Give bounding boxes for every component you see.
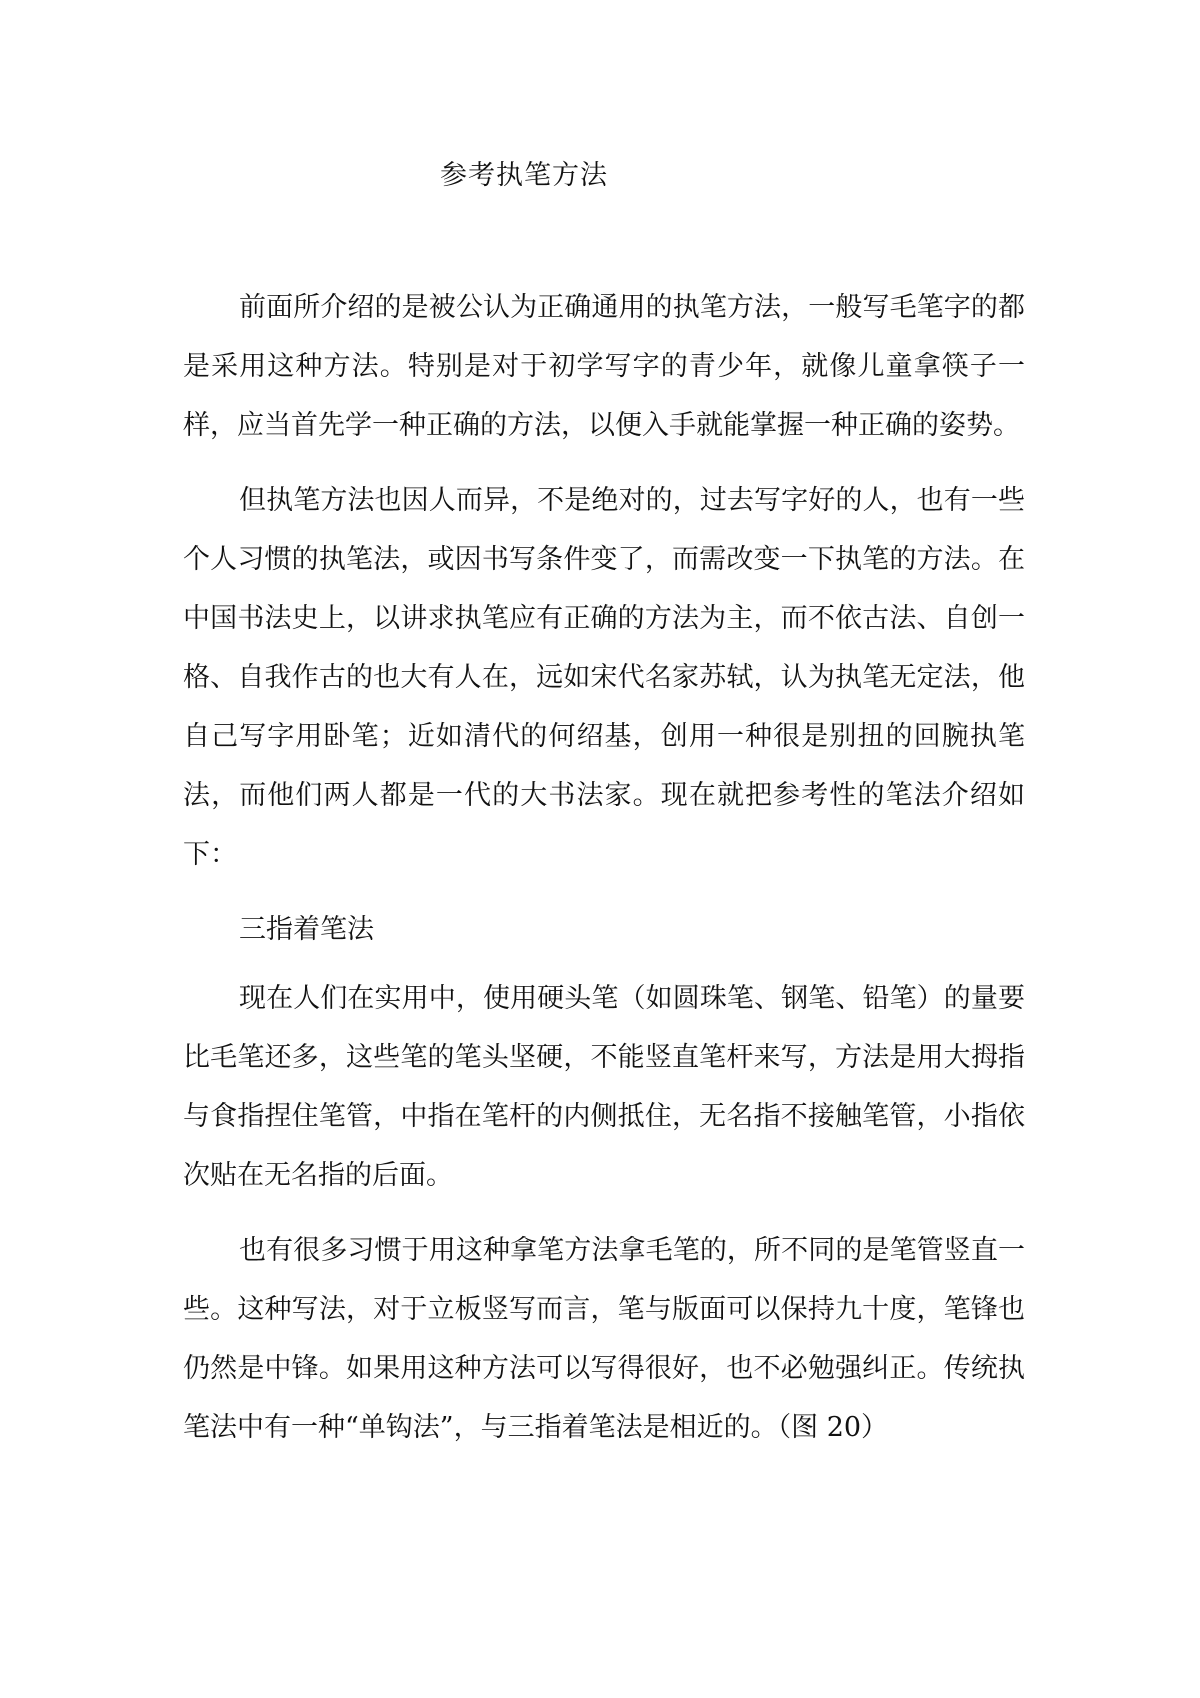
paragraph-hard-pen: 现在人们在实用中，使用硬头笔（如圆珠笔、钢笔、铅笔）的量要比毛笔还多，这些笔的笔头坚硬，不能竖直笔杆来写，方法是用大拇指与食指捏住笔管，中指在笔杆的内侧抵住，无名指不接触笔管，小指依次贴在无名指的后面。 bbox=[183, 983, 1025, 1191]
paragraph-variations: 但执笔方法也因人而异，不是绝对的，过去写字好的人，也有一些个人习惯的执笔法，或因书写条件变了，而需改变一下执笔的方法。在中国书法史上，以讲求执笔应有正确的方法为主，而不依古法、自创一格、自我作古的也大有人在，远如宋代名家苏轼，认为执笔无定法，他自己写字用卧笔；近如清代的何绍基，创用一种很是别扭的回腕执笔法，而他们两人都是一代的大书法家。现在就把参考性的笔法介绍如下： bbox=[183, 485, 1025, 870]
section-heading: 三指着笔法 bbox=[239, 914, 374, 945]
paragraph-brush-usage: 也有很多习惯于用这种拿笔方法拿毛笔的，所不同的是笔管竖直一些。这种写法，对于立板竖写而言，笔与版面可以保持九十度，笔锋也仍然是中锋。如果用这种方法可以写得很好，也不必勉强纠正。传统执笔法中有一种“单钩法”，与三指着笔法是相近的。（图 20） bbox=[183, 1235, 1025, 1443]
document-title: 参考执笔方法 bbox=[440, 160, 608, 191]
document-body bbox=[183, 278, 1025, 1473]
paragraph-intro: 前面所介绍的是被公认为正确通用的执笔方法，一般写毛笔字的都是采用这种方法。特别是对于初学写字的青少年，就像儿童拿筷子一样，应当首先学一种正确的方法，以便入手就能掌握一种正确的姿势。 bbox=[183, 292, 1025, 441]
